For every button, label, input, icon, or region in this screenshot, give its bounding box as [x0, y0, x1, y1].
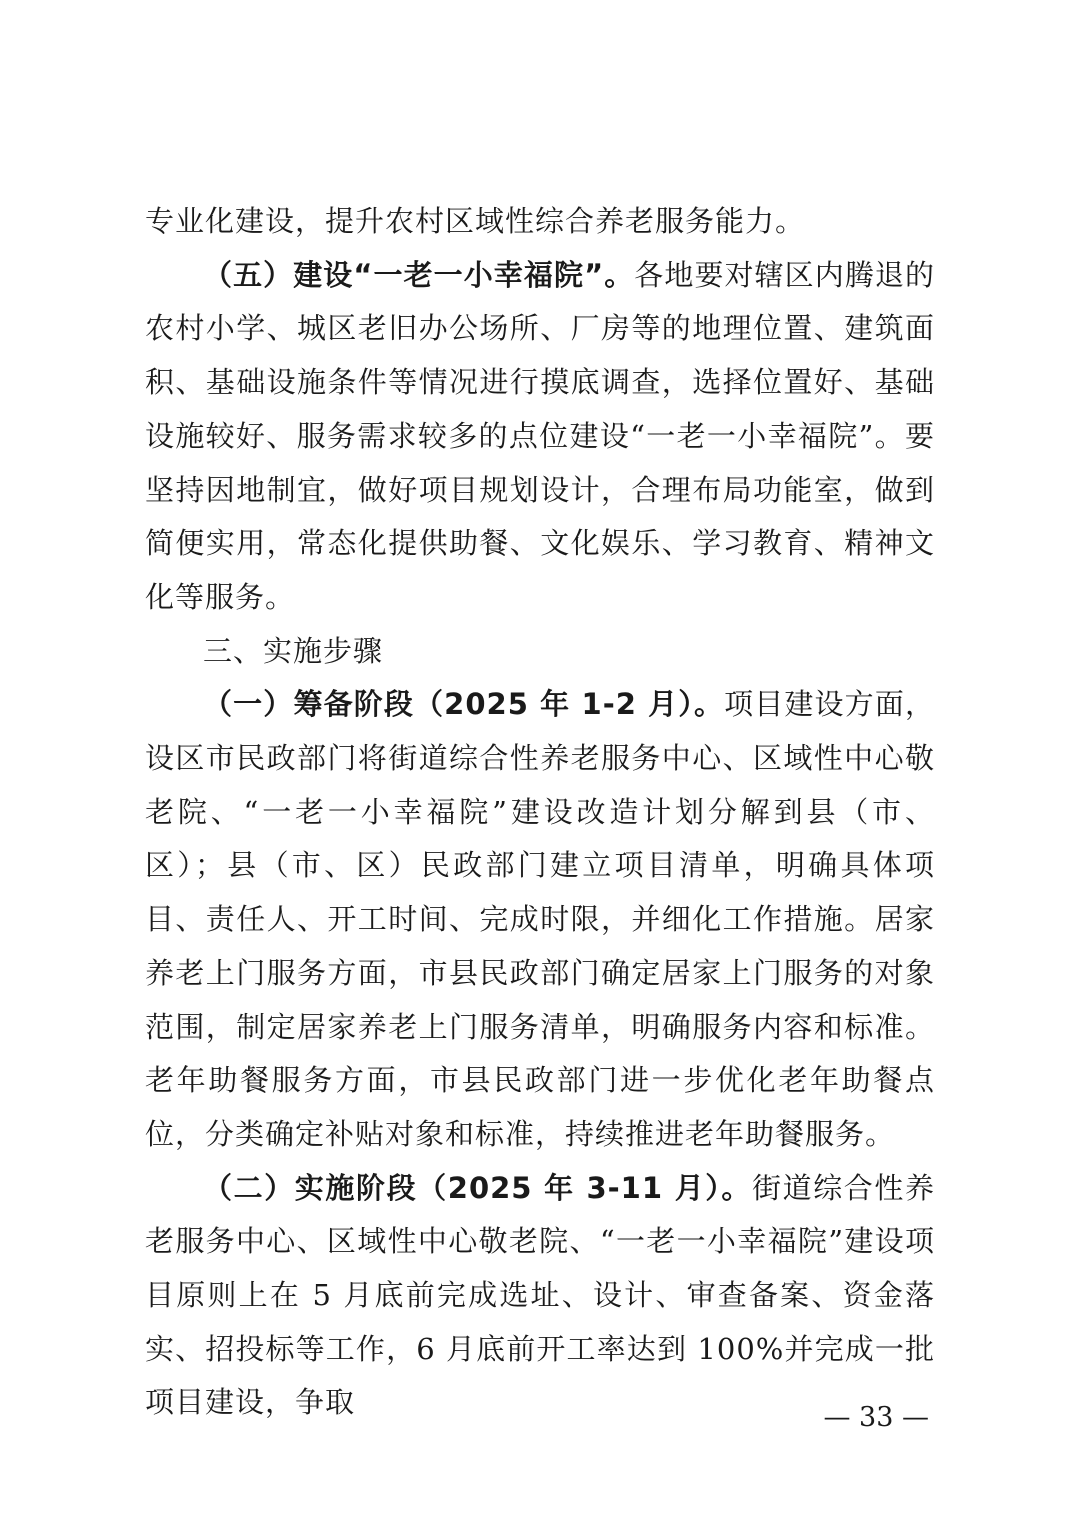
paragraph-heading: （二）实施阶段（2025 年 3-11 月）。	[203, 1170, 753, 1205]
paragraph-preparation-stage	[145, 678, 935, 1161]
section-heading	[145, 625, 935, 679]
paragraph-implementation-stage	[145, 1162, 935, 1431]
paragraph-continuation	[145, 195, 935, 249]
paragraph-heading: （一）筹备阶段（2025 年 1-2 月）。	[203, 687, 725, 722]
paragraph-section-five	[145, 249, 935, 625]
page-number: — 33 —	[823, 1402, 929, 1433]
paragraph-heading: （五）建设“一老一小幸福院”。	[203, 257, 635, 292]
section-title: 三、实施步骤	[203, 633, 384, 668]
paragraph-text: 项目建设方面，设区市民政部门将街道综合性养老服务中心、区域性中心敬老院、“一老一小幸福院”建设改造计划分解到县（市、区）；县（市、区）民政部门建立项目清单，明确具体项目、责任人、开工时间、完成时限，并细化工作措施。居家养老上门服务方面，市县民政部门确定居家上门服务的对象范围，制定居家养老上门服务清单，明确服务内容和标准。老年助餐服务方面，市县民政部门进一步优化老年助餐点位，分类确定补贴对象和标准，持续推进老年助餐服务。	[145, 687, 935, 1151]
paragraph-text: 街道综合性养老服务中心、区域性中心敬老院、“一老一小幸福院”建设项目原则上在 5 月底前完成选址、设计、审查备案、资金落实、招投标等工作，6 月底前开工率达到 100%并完成一批项目建设，争取	[145, 1170, 935, 1420]
body-text	[145, 195, 935, 1430]
paragraph-text: 各地要对辖区内腾退的农村小学、城区老旧办公场所、厂房等的地理位置、建筑面积、基础设施条件等情况进行摸底调查，选择位置好、基础设施较好、服务需求较多的点位建设“一老一小幸福院”。要坚持因地制宜，做好项目规划设计，合理布局功能室，做到简便实用，常态化提供助餐、文化娱乐、学习教育、精神文化等服务。	[145, 257, 935, 614]
paragraph-text: 专业化建设，提升农村区域性综合养老服务能力。	[145, 204, 806, 238]
